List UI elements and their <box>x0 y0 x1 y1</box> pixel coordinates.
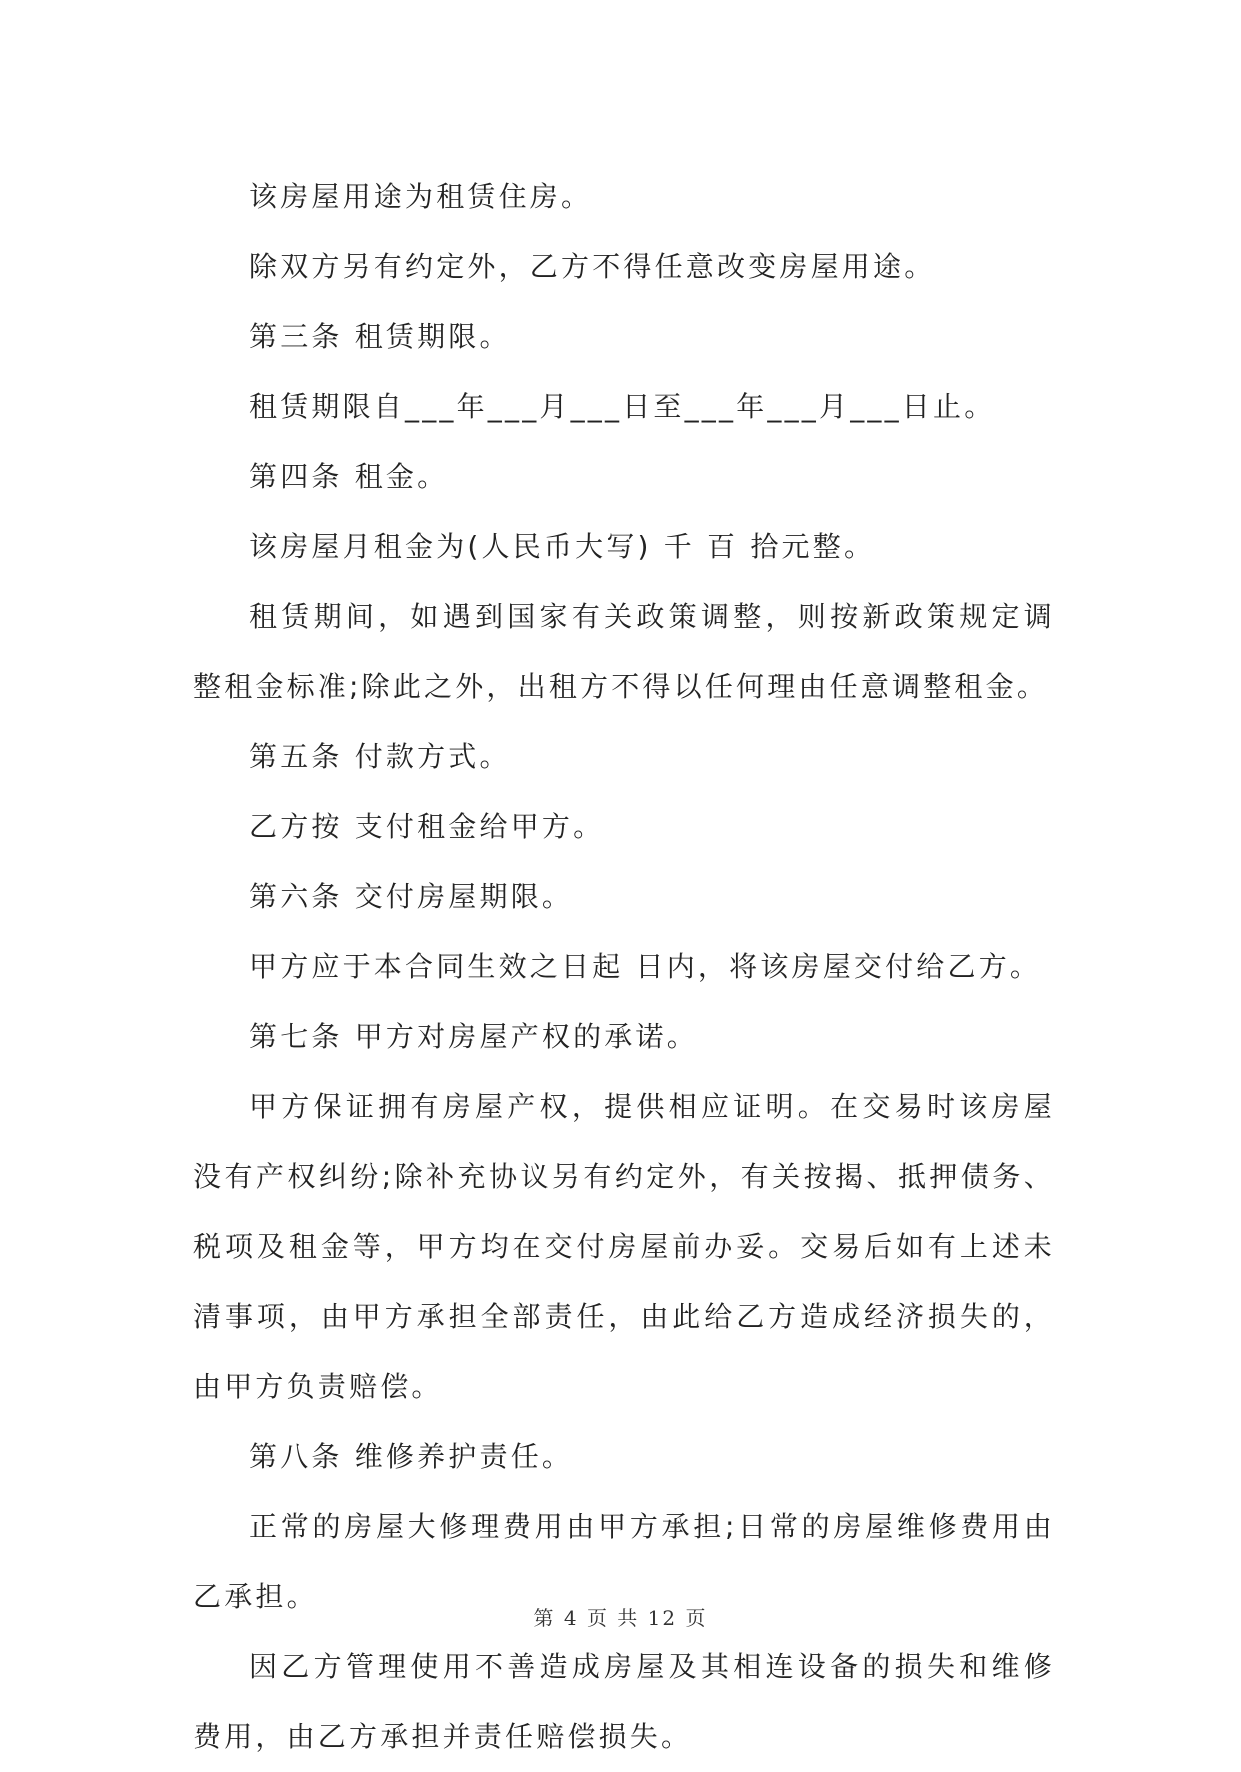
article-3-heading: 第三条 租赁期限。 <box>249 320 511 353</box>
paragraph-property-rights: 甲方保证拥有房屋产权，提供相应证明。在交易时该房屋没有产权纠纷;除补充协议另有约定外，有关按揭、抵押债务、税项及租金等，甲方均在交付房屋前办妥。交易后如有上述未清事项，由甲方承担全部责任，由此给乙方造成经济损失的，由甲方负责赔偿。 <box>193 1090 1055 1403</box>
page-number-footer: 第 4 页 共 12 页 <box>533 1606 708 1630</box>
paragraph-delivery: 甲方应于本合同生效之日起 日内，将该房屋交付给乙方。 <box>249 950 1042 983</box>
article-8-heading: 第八条 维修养护责任。 <box>249 1440 574 1473</box>
paragraph-rent-adjustment: 租赁期间，如遇到国家有关政策调整，则按新政策规定调整租金标准;除此之外，出租方不得以任何理由任意调整租金。 <box>193 600 1055 703</box>
article-7-heading: 第七条 甲方对房屋产权的承诺。 <box>249 1020 698 1053</box>
paragraph-monthly-rent: 该房屋月租金为(人民币大写) 千 百 拾元整。 <box>249 530 876 563</box>
article-4-heading: 第四条 租金。 <box>249 460 449 493</box>
document-body <box>193 162 1055 1772</box>
paragraph-usage-restriction: 除双方另有约定外，乙方不得任意改变房屋用途。 <box>249 250 936 283</box>
paragraph-usage: 该房屋用途为租赁住房。 <box>249 180 593 213</box>
article-5-heading: 第五条 付款方式。 <box>249 740 511 773</box>
paragraph-damage-liability: 因乙方管理使用不善造成房屋及其相连设备的损失和维修费用，由乙方承担并责任赔偿损失。 <box>193 1650 1055 1753</box>
paragraph-repair-costs: 正常的房屋大修理费用由甲方承担;日常的房屋维修费用由乙承担。 <box>193 1510 1055 1613</box>
article-6-heading: 第六条 交付房屋期限。 <box>249 880 574 913</box>
paragraph-lease-term: 租赁期限自___年___月___日至___年___月___日止。 <box>249 390 996 423</box>
paragraph-payment: 乙方按 支付租金给甲方。 <box>249 810 605 843</box>
